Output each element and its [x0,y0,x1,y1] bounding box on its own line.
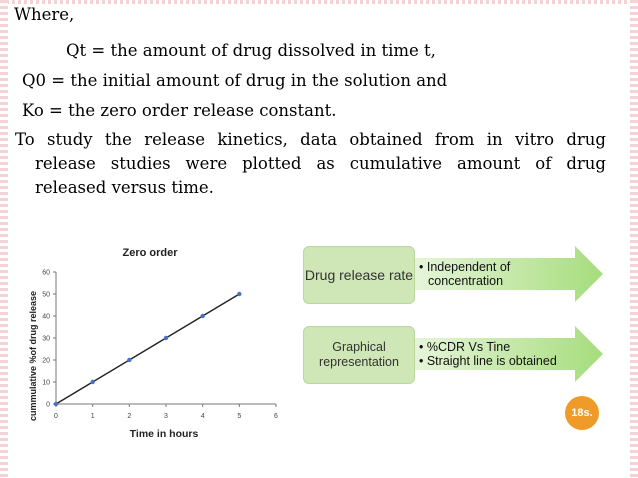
paragraph-line-2: release studies were plotted as cumulative amount of drug [35,154,606,173]
text-where: Where, [14,5,75,24]
paragraph-line-3: released versus time. [35,178,214,197]
paragraph-release-kinetics [16,128,606,200]
x-tick-label: 4 [200,413,205,420]
decorative-border-left [0,0,8,478]
zero-order-chart [26,236,290,446]
y-tick-label: 20 [42,357,50,365]
y-tick-label: 30 [42,335,50,343]
x-tick-label: 0 [54,413,58,420]
y-tick-label: 0 [46,401,50,409]
data-point [127,358,131,362]
text-ko-definition: Ko = the zero order release constant. [22,101,337,120]
x-tick-label: 2 [127,413,132,420]
bullet-item: • %CDR Vs Tine [419,340,511,354]
diagram-box-graphical-representation: Graphical representation [303,326,415,384]
x-tick-label: 6 [274,413,278,420]
series-line [56,294,239,404]
x-tick-label: 3 [164,413,168,420]
bullet-item: concentration [428,274,504,288]
text-qt-definition: Qt = the amount of drug dissolved in time t, [66,41,436,60]
data-point [200,314,204,318]
decorative-border-right [630,0,638,478]
bullet-item: • Independent of [419,260,511,274]
diagram-box-drug-release-rate: Drug release rate [303,246,415,304]
y-tick-label: 50 [42,291,50,299]
data-point [54,402,58,406]
page-number-badge: 18s. [565,396,599,430]
data-point [164,336,168,340]
diagram-row-drug-release-rate [303,246,603,302]
data-point [90,380,94,384]
diagram-bullets-drug-release-rate [419,246,589,302]
diagram-row-graphical-representation [303,326,603,382]
chart-series [54,292,242,406]
zero-order-chart-svg [26,236,290,446]
paragraph-line-1: To study the release kinetics, data obtained from in vitro drug [15,130,606,149]
chart-ylabel: cummulative %of drug release [28,290,38,422]
chart-xlabel: Time in hours [129,428,199,440]
bullet-item: • Straight line is obtained [419,354,557,368]
chart-title: Zero order [122,247,178,259]
y-tick-label: 60 [42,269,50,277]
x-tick-label: 1 [90,413,95,420]
chart-ticks [42,270,278,421]
diagram-bullets-graphical-representation [419,326,589,382]
x-tick-label: 5 [237,413,242,420]
text-q0-definition: Q0 = the initial amount of drug in the solution and [22,71,448,90]
data-point [237,292,241,296]
y-tick-label: 10 [42,379,50,387]
y-tick-label: 40 [42,313,50,321]
release-diagram [303,246,603,386]
decorative-border-top [0,0,638,4]
